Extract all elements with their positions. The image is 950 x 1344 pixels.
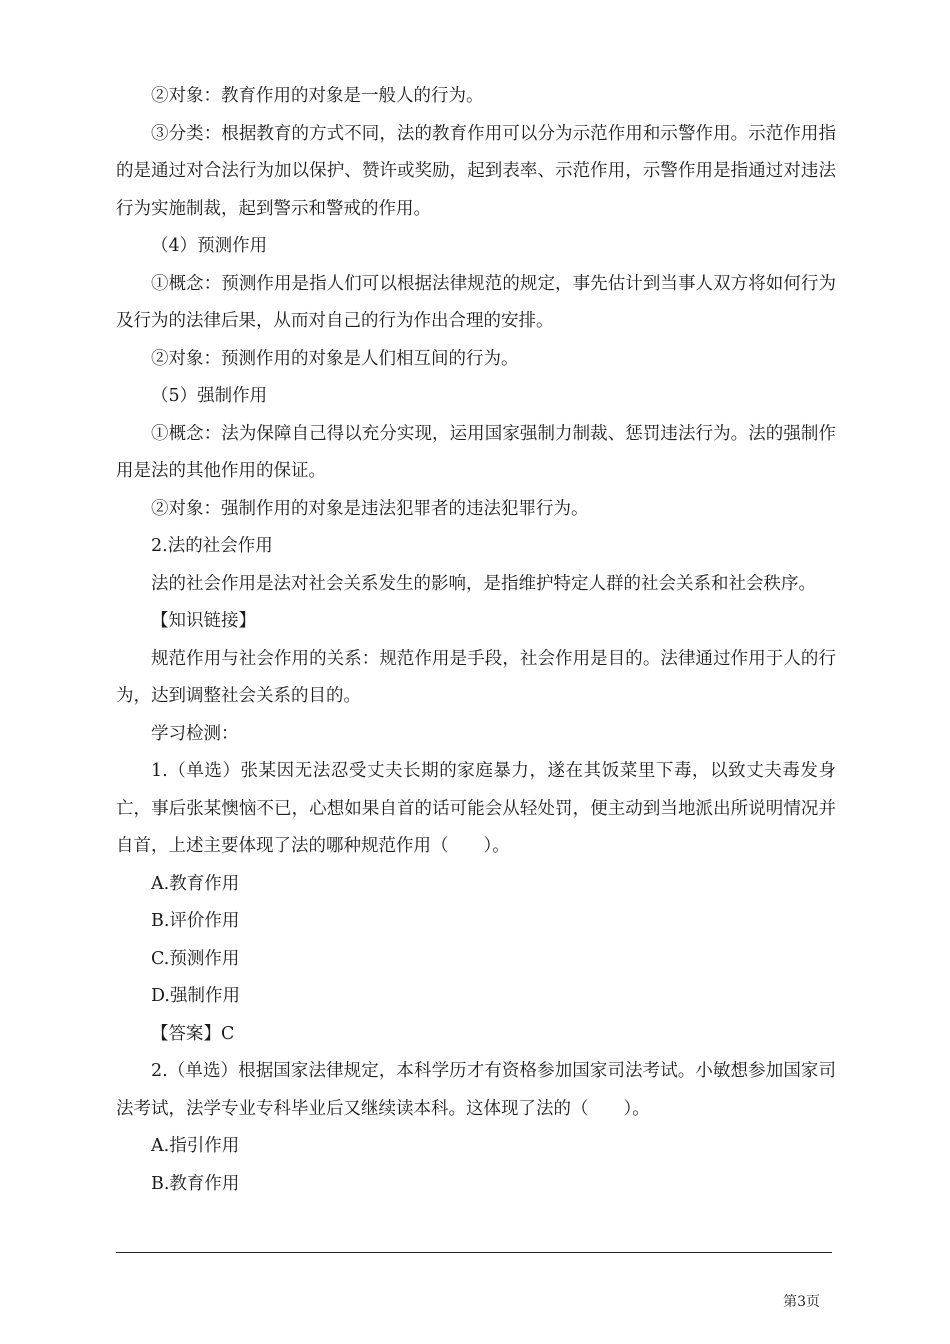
answer: 【答案】C: [151, 1023, 235, 1044]
option-d: D.强制作用: [151, 986, 240, 1006]
paragraph: 法的社会作用是法对社会关系发生的影响，是指维护特定人群的社会关系和社会秩序。: [151, 573, 816, 594]
page-number: 第3页: [783, 1294, 820, 1310]
knowledge-link-heading: 【知识链接】: [151, 611, 256, 631]
paragraph: ②对象：教育作用的对象是一般人的行为。: [151, 86, 484, 106]
option-a: A.教育作用: [151, 873, 240, 894]
document-body: [116, 78, 836, 1203]
paragraph: ①概念：预测作用是指人们可以根据法律规范的规定，事先估计到当事人双方将如何行为及行为的法律后果，从而对自己的行为作出合理的安排。: [116, 273, 836, 331]
paragraph: 规范作用与社会作用的关系：规范作用是手段，社会作用是目的。法律通过作用于人的行为，达到调整社会关系的目的。: [116, 648, 836, 706]
option-b: B.评价作用: [151, 911, 240, 931]
option-c: C.预测作用: [151, 948, 240, 969]
question-2: 2.（单选）根据国家法律规定，本科学历才有资格参加国家司法考试。小敏想参加国家司法考试，法学专业专科毕业后又继续读本科。这体现了法的（ ）。: [116, 1061, 836, 1119]
paragraph: ③分类：根据教育的方式不同，法的教育作用可以分为示范作用和示警作用。示范作用指的是通过对合法行为加以保护、赞许或奖励，起到表率、示范作用，示警作用是指通过对违法行为实施制裁，起到警示和警戒的作用。: [116, 123, 836, 219]
section-heading: （4）预测作用: [151, 236, 268, 256]
footer-divider: [116, 1252, 832, 1253]
option-a: A.指引作用: [151, 1136, 240, 1156]
paragraph: ①概念：法为保障自己得以充分实现，运用国家强制力制裁、惩罚违法行为。法的强制作用是法的其他作用的保证。: [116, 423, 836, 481]
quiz-heading: 学习检测：: [151, 723, 239, 744]
section-heading: （5）强制作用: [151, 386, 268, 406]
paragraph: ②对象：强制作用的对象是违法犯罪者的违法犯罪行为。: [151, 498, 589, 519]
question-1: 1.（单选）张某因无法忍受丈夫长期的家庭暴力，遂在其饭菜里下毒，以致丈夫毒发身亡，事后张某懊恼不已，心想如果自首的话可能会从轻处罚，便主动到当地派出所说明情况并自首，上述主要体现了法的哪种规范作用（ ）。: [116, 761, 836, 856]
option-b: B.教育作用: [151, 1173, 240, 1194]
section-heading: 2.法的社会作用: [151, 536, 273, 556]
paragraph: ②对象：预测作用的对象是人们相互间的行为。: [151, 348, 519, 369]
